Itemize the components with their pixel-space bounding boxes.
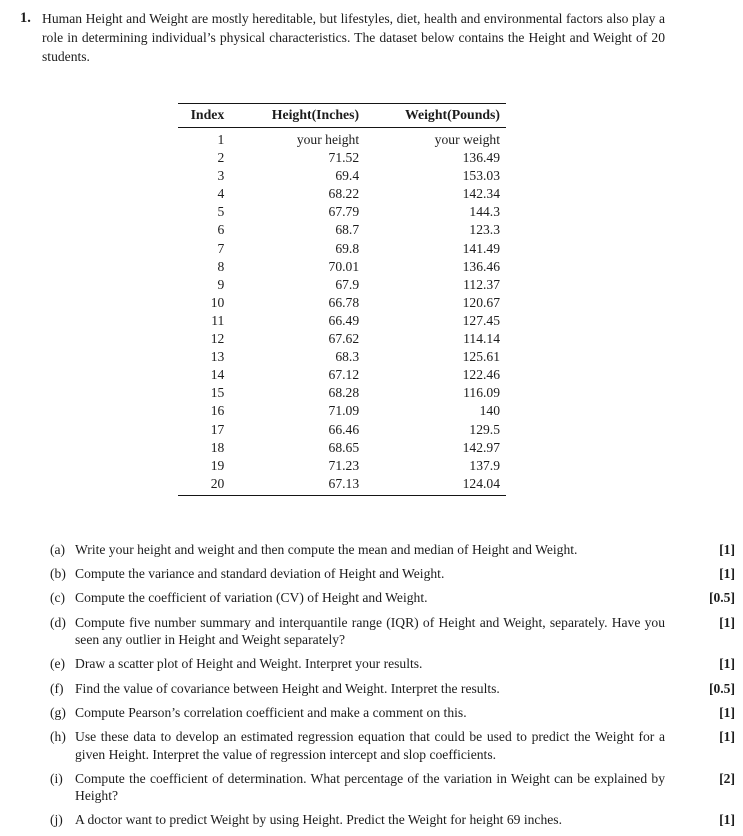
- question-label: (g): [50, 704, 66, 720]
- question-mark: [0.5]: [708, 680, 735, 696]
- table-row: [178, 312, 506, 330]
- weight-cell: your weight: [434, 132, 500, 147]
- question-mark: [2]: [719, 770, 735, 786]
- height-cell: 71.52: [328, 150, 360, 166]
- question-item: [50, 811, 735, 828]
- height-cell: 69.8: [335, 240, 360, 256]
- question-mark: [1]: [719, 566, 735, 582]
- weight-cell: 120.67: [462, 294, 500, 310]
- question-item: [50, 541, 735, 558]
- table-row: [178, 439, 506, 457]
- question-item: [50, 704, 735, 721]
- question-text: Write your height and weight and then compute the mean and median of Height and Weight.: [75, 541, 578, 557]
- height-cell: 68.28: [328, 385, 360, 401]
- index-cell: 15: [210, 385, 225, 401]
- question-item: [50, 565, 735, 582]
- height-cell: 71.09: [328, 403, 360, 419]
- question-mark: [1]: [719, 704, 735, 720]
- question-text: Compute Pearson’s correlation coefficient and make a comment on this.: [75, 704, 467, 720]
- table-row: [178, 457, 506, 475]
- problem-statement: [20, 9, 735, 66]
- question-mark: [1]: [719, 656, 735, 672]
- weight-cell: 122.46: [462, 367, 500, 383]
- table-row: [178, 167, 506, 185]
- weight-cell: 124.04: [462, 475, 500, 491]
- index-cell: 2: [217, 150, 225, 166]
- weight-cell: 127.45: [462, 312, 500, 328]
- table-row: [178, 203, 506, 221]
- weight-cell: 123.3: [469, 222, 500, 238]
- weight-cell: 142.34: [462, 186, 500, 202]
- question-label: (e): [50, 656, 66, 672]
- index-cell: 10: [210, 294, 225, 310]
- height-cell: 71.23: [328, 457, 360, 473]
- problem-intro-text: Human Height and Weight are mostly hereditable, but lifestyles, diet, health and environmental factors also play a role in determining individual’s physical characteristics. The dataset below contains the Height and Weight of 20 students.: [42, 11, 665, 64]
- question-label: (a): [50, 541, 66, 557]
- index-cell: 1: [217, 132, 225, 147]
- weight-cell: 136.49: [462, 150, 500, 166]
- index-cell: 11: [211, 312, 225, 328]
- question-item: [50, 589, 735, 606]
- table-row: [178, 258, 506, 276]
- weight-cell: 142.97: [462, 439, 500, 455]
- table-body: [178, 128, 506, 496]
- question-label: (c): [50, 590, 66, 606]
- height-cell: 70.01: [328, 258, 360, 274]
- weight-cell: 141.49: [462, 240, 500, 256]
- index-cell: 20: [210, 475, 225, 491]
- table-row: [178, 402, 506, 420]
- question-mark: [1]: [719, 614, 735, 630]
- height-cell: 67.62: [328, 331, 360, 347]
- index-cell: 14: [210, 367, 225, 383]
- table-row: [178, 475, 506, 496]
- question-item: [50, 680, 735, 697]
- question-list: [20, 541, 735, 829]
- column-header-height: Height(Inches): [230, 104, 365, 128]
- question-mark: [0.5]: [708, 590, 735, 606]
- height-cell: 68.7: [335, 222, 360, 238]
- index-cell: 9: [217, 276, 225, 292]
- table-row: [178, 128, 506, 150]
- problem-number: 1.: [20, 10, 31, 26]
- index-cell: 13: [210, 349, 225, 365]
- height-cell: 68.3: [335, 349, 360, 365]
- question-item: [50, 655, 735, 672]
- question-mark: [1]: [719, 541, 735, 557]
- question-item: [50, 614, 735, 649]
- question-text: Compute five number summary and interquantile range (IQR) of Height and Weight, separately. Have you seen any outlier in Height and Weight separately?: [75, 614, 665, 648]
- height-cell: 66.49: [328, 312, 360, 328]
- question-label: (d): [50, 614, 66, 630]
- question-text: A doctor want to predict Weight by using Height. Predict the Weight for height 69 inches.: [75, 812, 562, 828]
- table-row: [178, 276, 506, 294]
- question-label: (f): [50, 680, 64, 696]
- weight-cell: 137.9: [469, 457, 500, 473]
- index-cell: 19: [210, 457, 225, 473]
- question-text: Compute the variance and standard deviation of Height and Weight.: [75, 566, 445, 582]
- index-cell: 17: [210, 421, 225, 437]
- question-item: [50, 728, 735, 763]
- weight-cell: 112.37: [463, 276, 500, 292]
- index-cell: 12: [210, 331, 225, 347]
- weight-cell: 114.14: [463, 331, 500, 347]
- index-cell: 7: [217, 240, 225, 256]
- height-cell: your height: [296, 132, 360, 147]
- height-cell: 68.65: [328, 439, 360, 455]
- height-cell: 66.78: [328, 294, 360, 310]
- weight-cell: 144.3: [469, 204, 500, 220]
- question-label: (i): [50, 770, 63, 786]
- height-cell: 67.12: [328, 367, 360, 383]
- table-row: [178, 294, 506, 312]
- index-cell: 4: [217, 186, 225, 202]
- question-text: Draw a scatter plot of Height and Weight. Interpret your results.: [75, 656, 423, 672]
- question-text: Find the value of covariance between Height and Weight. Interpret the results.: [75, 680, 500, 696]
- table-row: [178, 149, 506, 167]
- table-row: [178, 330, 506, 348]
- question-label: (h): [50, 729, 66, 745]
- question-label: (j): [50, 812, 63, 828]
- index-cell: 5: [217, 204, 225, 220]
- height-cell: 67.9: [335, 276, 360, 292]
- table-row: [178, 384, 506, 402]
- table-row: [178, 421, 506, 439]
- height-cell: 67.13: [328, 475, 360, 491]
- question-mark: [1]: [719, 729, 735, 745]
- index-cell: 3: [217, 168, 225, 184]
- table-row: [178, 221, 506, 239]
- weight-cell: 136.46: [462, 258, 500, 274]
- question-text: Use these data to develop an estimated regression equation that could be used to predict the Weight for a given Height. Interpret the value of regression intercept and slop coefficients.: [75, 729, 665, 762]
- table-row: [178, 185, 506, 203]
- index-cell: 18: [210, 439, 225, 455]
- height-cell: 67.79: [328, 204, 360, 220]
- table-row: [178, 366, 506, 384]
- index-cell: 16: [210, 403, 225, 419]
- question-text: Compute the coefficient of variation (CV) of Height and Weight.: [75, 590, 428, 606]
- question-mark: [1]: [719, 812, 735, 828]
- weight-cell: 129.5: [469, 421, 500, 437]
- question-item: [50, 770, 735, 805]
- height-cell: 66.46: [328, 421, 360, 437]
- table-header-row: [178, 104, 506, 128]
- height-cell: 69.4: [335, 168, 360, 184]
- weight-cell: 153.03: [462, 168, 500, 184]
- question-label: (b): [50, 566, 66, 582]
- index-cell: 6: [217, 222, 225, 238]
- weight-cell: 125.61: [462, 349, 500, 365]
- height-weight-table: [178, 103, 506, 496]
- column-header-index: Index: [178, 104, 230, 128]
- table-row: [178, 348, 506, 366]
- table-row: [178, 240, 506, 258]
- weight-cell: 116.09: [463, 385, 500, 401]
- index-cell: 8: [217, 258, 225, 274]
- column-header-weight: Weight(Pounds): [365, 104, 506, 128]
- question-text: Compute the coefficient of determination. What percentage of the variation in Weight can be explained by Height?: [75, 770, 665, 804]
- weight-cell: 140: [479, 403, 500, 419]
- height-cell: 68.22: [328, 186, 360, 202]
